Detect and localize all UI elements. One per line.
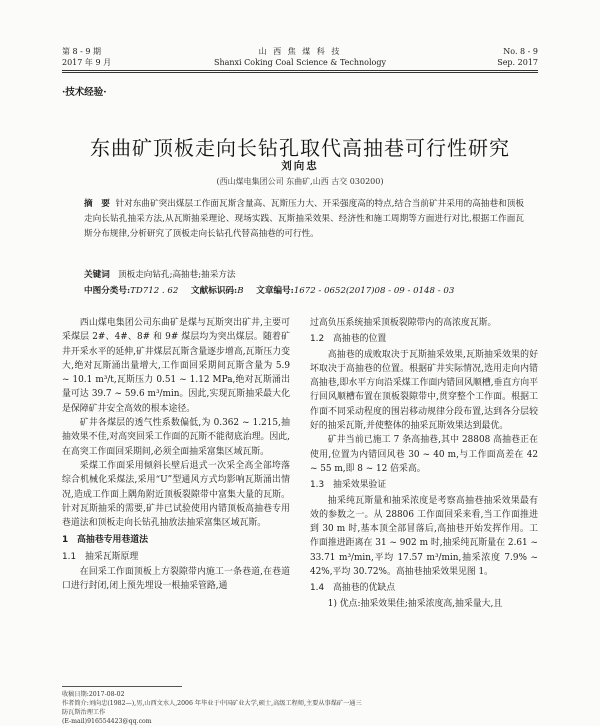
header-rule-top <box>62 70 538 71</box>
subsection-heading-1-3: 1.3 抽采效果验证 <box>310 480 387 491</box>
classification-line <box>84 284 464 296</box>
subsection-heading-1-1: 1.1 抽采瓦斯原理 <box>62 551 139 562</box>
header-month: Sep. 2017 <box>497 58 538 67</box>
section-heading-1: 1 高抽巷专用巷道法 <box>62 535 149 546</box>
paragraph: 抽采纯瓦斯量和抽采浓度是考察高抽巷抽采效果最有效的参数之一。从 28806 工作面回采来看,当工作面推进到 30 m 时,基本顶全部冒落后,高抽巷开始发挥作用。工作面推进距离在 31 ~ 902 m 时,抽采纯瓦斯量在 2.61 ~ 33.71 m³/min,平均 17.57 m³/min,抽采浓度 7.9% ~ 42%,平均 30.72%。高抽巷抽采效果见图 1。 <box>310 495 538 578</box>
received-date: 收稿日期:2017-08-02 <box>62 691 125 698</box>
keywords-text: 顶板走向钻孔;高抽巷;抽采方法 <box>118 270 236 280</box>
keywords-label: 关键词 <box>84 270 110 280</box>
doc-code-label: 文献标识码: <box>191 286 238 296</box>
column-tag: ·技术经验· <box>62 87 107 98</box>
clc-value: TD712 . 62 <box>130 286 179 296</box>
affiliation: (西山煤电集团公司 东曲矿,山西 古交 030200) <box>216 177 384 186</box>
journal-title-cn: 山 西 焦 煤 科 技 <box>258 47 342 56</box>
paragraph: 西山煤电集团公司东曲矿是煤与瓦斯突出矿井,主要可采煤层 2#、4#、8# 和 9# 煤层均为突出煤层。随着矿井开采水平的延伸,矿井煤层瓦斯含量逐步增高,瓦斯压力变大,绝对瓦斯涌出量增大,工作面回采期间瓦斯含量为 5.9 ~ 10.1 m³/t,瓦斯压力 0.51 ~ 1.12 MPa,绝对瓦斯涌出量可达 39.7 ~ 59.6 m³/min。因此,实现瓦斯抽采最大化是保障矿井安全高效的根本途径。 <box>62 318 290 414</box>
paragraph: 过高负压系统抽采顶板裂隙带内的高浓度瓦斯。 <box>310 318 497 328</box>
header-number: No. 8 - 9 <box>503 47 538 56</box>
subsection-heading-1-4: 1.4 高抽巷的优缺点 <box>310 583 396 594</box>
abstract <box>84 197 524 242</box>
header-rule-bottom <box>62 72 538 73</box>
doc-code-value: B <box>237 286 244 296</box>
footnote <box>62 690 362 726</box>
paragraph: 高抽巷的成败取决于瓦斯抽采效果,瓦斯抽采效果的好坏取决于高抽巷的位置。根据矿井实际情况,选用走向内错高抽巷,即水平方向沿采煤工作面内错回风顺槽,垂直方向平行回风顺槽布置在顶板裂隙带中,贯穿整个工作面。根据工作面不同采动程度的围岩移动规律分段布置,达到各分层较好的抽采瓦斯,并使整体的抽采瓦斯效果达到最优。 <box>310 349 538 432</box>
paragraph: 矿井各煤层的透气性系数偏低,为 0.362 ~ 1.215,抽抽效果不佳,对高突回采工作面的瓦斯不能彻底治理。因此,在高突工作面回采期间,必须全面抽采富集区域瓦斯。 <box>62 418 290 457</box>
journal-title-en: Shanxi Coking Coal Science & Technology <box>213 58 387 67</box>
paragraph: 在回采工作面顶板上方裂隙带内施工一条巷道,在巷道口进行封闭,闭上预先埋设一根抽采管路,通 <box>62 567 290 592</box>
author: 刘向忠 <box>281 160 319 172</box>
article-id-value: 1672 - 0652(2017)08 - 09 - 0148 - 03 <box>293 286 455 296</box>
abstract-label: 摘 要 <box>84 199 110 209</box>
article-id-label: 文章编号: <box>256 286 294 296</box>
paragraph: 1) 优点:抽采效果佳;抽采浓度高,抽采量大,且 <box>327 598 503 609</box>
right-column <box>310 316 538 611</box>
abstract-text: 针对东曲矿突出煤层工作面瓦斯含量高、瓦斯压力大、开采强度高的特点,结合当前矿井采用的高抽巷和顶板走向长钻孔抽采方法,从瓦斯抽采理论、现场实践、瓦斯抽采效果、经济性和施工周期等方面进行对比,根据工作面瓦斯分布规律,分析研究了顶板走向长钻孔代替高抽巷的可行性。 <box>84 199 524 239</box>
keywords <box>84 268 236 280</box>
header-date: 2017 年 9 月 <box>62 58 112 67</box>
clc-label: 中图分类号: <box>84 286 131 296</box>
article-title: 东曲矿顶板走向长钻孔取代高抽巷可行性研究 <box>90 136 510 160</box>
left-column <box>62 316 290 594</box>
paragraph: 采煤工作面采用倾斜长壁后退式一次采全高全部垮落综合机械化采煤法,采用“U”型通风方式均影响瓦斯涌出情况,造成工作面上隅角附近顶板裂隙带中富集大量的瓦斯。针对瓦斯抽采的需要,矿井已试验使用内错顶板高抽巷专用巷道法和顶板走向长钻孔抽放法抽采富集区域瓦斯。 <box>62 460 290 529</box>
paragraph: 矿井当前已施工 7 条高抽巷,其中 28808 高抽巷正在使用,位置为内错回风巷 30 ~ 40 m,与工作面高差在 42 ~ 55 m,即 8 ~ 12 倍采高。 <box>310 435 538 474</box>
footnote-rule <box>62 686 182 687</box>
author-bio: 作者简介:刘向忠(1982—),男,山西文水人,2006 年毕业于中国矿业大学,硕士,高级工程师,主要从事煤矿一通三防瓦斯治理工作 <box>62 700 362 716</box>
subsection-heading-1-2: 1.2 高抽巷的位置 <box>310 334 387 345</box>
author-email: (E-mail)916554423@qq.com <box>62 718 152 725</box>
header-issue: 第 8 - 9 期 <box>62 47 102 56</box>
